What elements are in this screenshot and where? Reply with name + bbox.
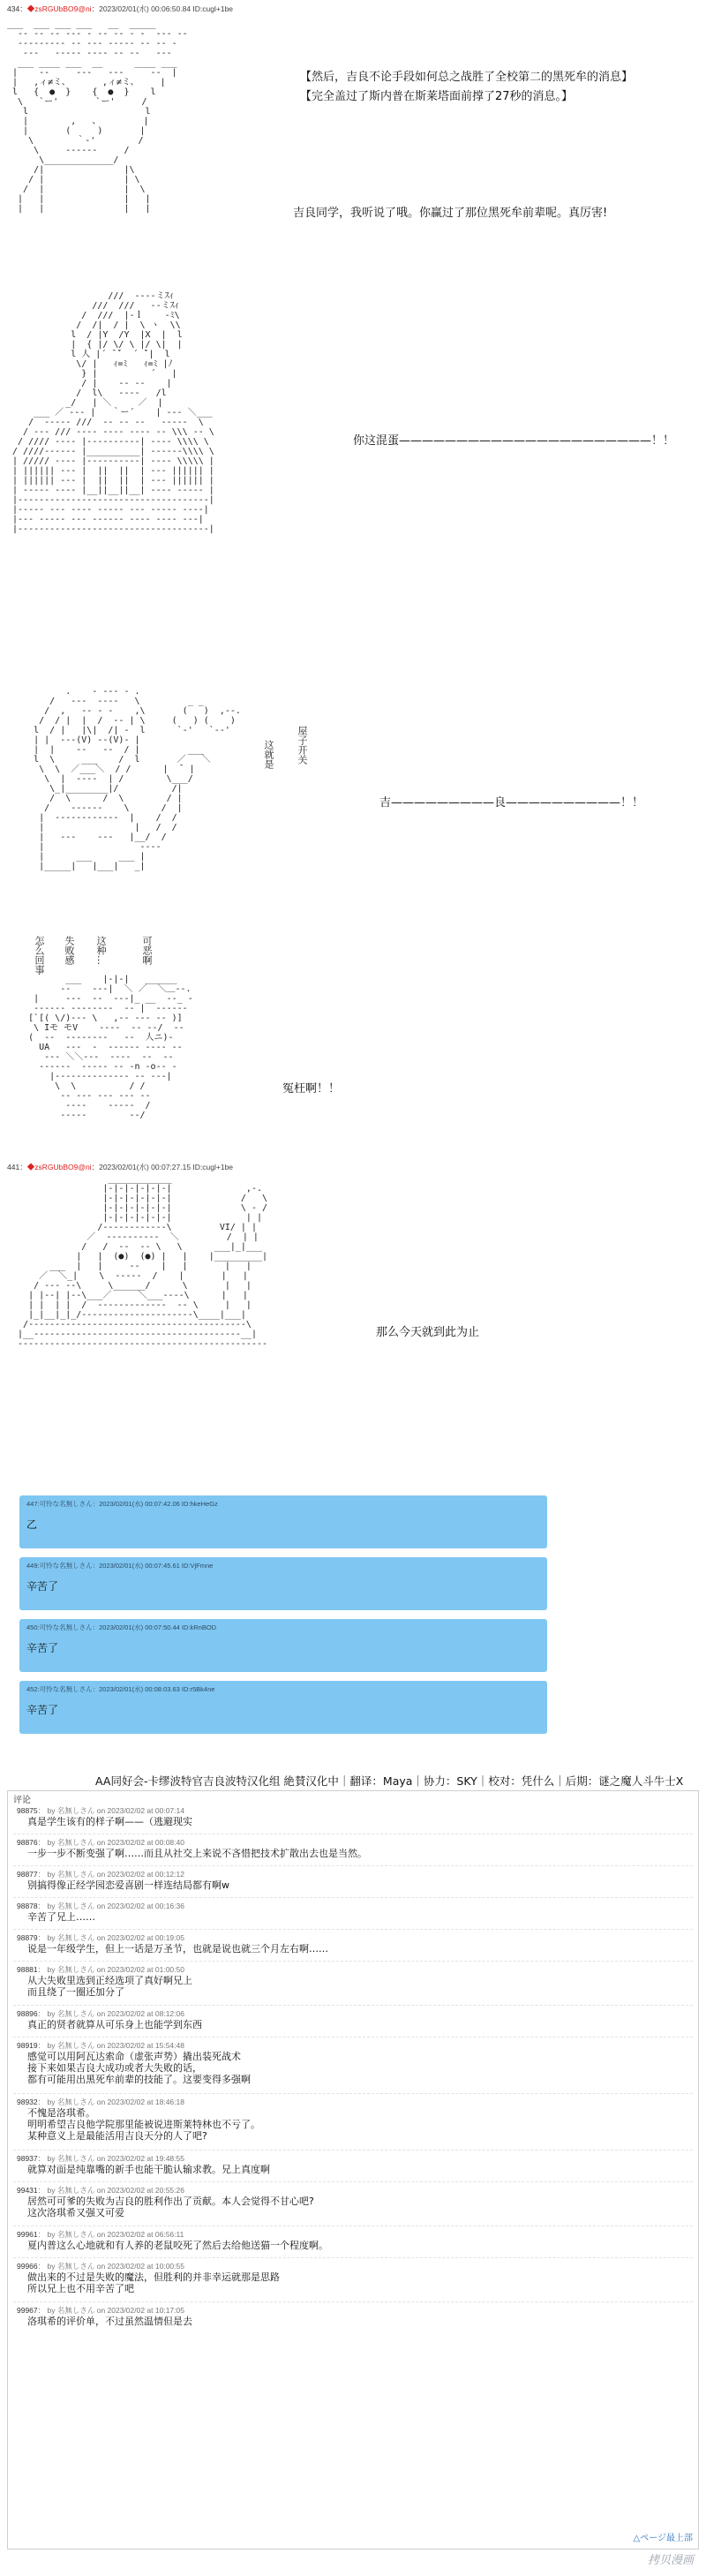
- reply-body: 辛苦了: [26, 1642, 59, 1654]
- divider: [13, 1897, 693, 1898]
- reply-meta: 450:可怜な名無しさん：2023/02/01(水) 00:07:50.44 ID:kRnBOD: [26, 1623, 217, 1631]
- comment-id[interactable]: 98932: [17, 2098, 38, 2106]
- reply-meta: 452:可怜な名無しさん：2023/02/01(水) 00:08:03.63 ID:r5Bk4ne: [26, 1685, 215, 1693]
- dialogue-line: 吉良同学，我听说了哦。你赢过了那位黑死牟前辈呢。真厉害!: [293, 207, 608, 220]
- comment-item: 98879： by 名無しさん on 2023/02/02 at 00:19:05 说是一年级学生，但上一话是万圣节，也就是说也就三个月左右啊……: [17, 1932, 687, 1955]
- comment-text: 就算对面是纯靠嘴的新手也能干脆认输求教。兄上真度啊: [27, 2164, 270, 2175]
- divider: [13, 2257, 693, 2258]
- comment-item: 99967： by 名無しさん on 2023/02/02 at 10:17:05 洛琪希的评价单，不过虽然温情但是去: [17, 2305, 687, 2327]
- comment-item: 99431： by 名無しさん on 2023/02/02 at 20:55:26 居然可可爹的失败为吉良的胜利作出了贡献。本人会觉得不甘心吧? 这次洛琪希又强又可爱: [17, 2185, 687, 2218]
- ascii-art-face: ___ ___ ___ ___ __ _____ ‐‐ ‐‐ ‐‐ ‐‐‐ ‐ ‐‐ ‐‐ ‐ ‐ ‐‐‐ ‐‐ ‐‐‐‐‐‐‐‐‐ ‐‐ ‐‐‐ ‐‐‐‐‐ ‐‐ ‐‐ ‐ ‐‐‐ ‐‐‐‐‐ ‐‐‐‐ ‐‐ ‐‐ ‐‐‐ ___ ____ ___ __ ____ ___ | ‐‐ ‐‐‐ ‐‐‐ ‐‐ | | ,ィ≠ミ、 ,ィ≠ミ、 | l { ● } { ● } l \ `ー' `ー' / l l | , 、 | | ( ) | \ ｀‐' / \ ‐‐‐‐‐‐ / \_____________/ /| |\ / | | \ / | | \ | | | | | | | |: [7, 19, 188, 214]
- comment-id[interactable]: 99961: [17, 2230, 38, 2239]
- comment-text: 真正的贤者就算从可乐身上也能学到东西: [27, 2019, 202, 2030]
- comment-meta: by 名無しさん on 2023/02/02 at 00:19:05: [47, 1933, 184, 1942]
- reply-bubble: [19, 1619, 547, 1672]
- divider: [13, 1961, 693, 1962]
- ascii-art-character: ____________ |‐|‐|‐|‐|‐|‐| ,‐. |‐|‐|‐|‐|‐|‐| / \ |‐|‐|‐|‐|‐|‐| \ ‐ / |‐|‐|‐|‐|‐|‐| | | /‐‐‐‐‐‐‐‐‐‐‐‐\ VI/ | | ／ ‐‐‐‐‐‐‐‐‐‐ ＼ / | | / / ‐‐ ‐‐ \ \ ___|_|___ | | (●) (●) | | |_________| ___ | | ‐‐ | | | | ／ ＼_| \ ‐‐‐‐‐ / | | | / ‐‐‐ ‐‐\ \______/ \ | | | |‐‐| |‐‐\___／ ＼___‐‐‐‐\ | | | | | | / ‐‐‐‐‐‐‐‐‐‐‐‐‐ ‐‐ \ | | |_|__|_|_/‐‐‐‐‐‐‐‐‐‐‐‐‐‐‐‐‐‐‐‐‐\____|___| /‐‐‐‐‐‐‐‐‐‐‐‐‐‐‐‐‐‐‐‐‐‐‐‐‐‐‐‐‐‐‐‐‐‐‐‐‐‐‐‐‐\ |__‐‐‐‐‐‐‐‐‐‐‐‐‐‐‐‐‐‐‐‐‐‐‐‐‐‐‐‐‐‐‐‐‐‐‐‐‐‐‐__| ‐‐‐‐‐‐‐‐‐‐‐‐‐‐‐‐‐‐‐‐‐‐‐‐‐‐‐‐‐‐‐‐‐‐‐‐‐‐‐‐‐‐‐‐‐‐‐: [18, 1174, 268, 1349]
- comment-text: 夏内普这么心地就和有人养的老鼠咬死了然后去给他送猫一个程度啊。: [27, 2240, 328, 2251]
- comment-meta: by 名無しさん on 2023/02/02 at 06:56:11: [47, 2230, 184, 2239]
- shout-line: 吉—————————良——————————！！: [379, 796, 644, 810]
- divider: [13, 2181, 693, 2182]
- vertical-caption: 失败感: [64, 936, 75, 965]
- post-trip: ◆zsRGUbBO9@ni: [26, 4, 92, 13]
- comment-text: 真是学生该有的样子啊——（逃避现实: [27, 1816, 192, 1827]
- comment-item: 98932： by 名無しさん on 2023/02/02 at 18:46:18 不愧是洛琪希。 明明希望吉良他学院那里能被说进斯莱特林也不亏了。 某种意义上是最能活用吉良天分的人了吧?: [17, 2097, 687, 2142]
- comment-item: 98877： by 名無しさん on 2023/02/02 at 00:12:12 别搞得像正经学园恋爱喜剧一样连结局都有啊w: [17, 1869, 687, 1891]
- vertical-caption: 屋子开关: [297, 726, 308, 765]
- ascii-art-character: ___ |‐|‐| ______ ‐‐ ‐‐‐| ＼ ／ ＼＿‐‐. | ‐‐‐ ‐‐ ‐‐‐|_ __ ‐‐_ ‐ ‐‐‐‐‐‐ ‐‐‐‐‐‐‐‐ ‐‐ | ‐‐‐‐‐‐ [`[( \/)‐‐‐ \ ,‐‐ ‐‐‐ ‐‐ )] \ Iモ モV ‐‐‐‐ ‐‐ ‐‐/ ‐‐ ( ‐‐ ‐‐‐‐‐‐‐‐ ‐‐ 人ニ)‐ UA ‐‐‐ ‐ ‐‐‐‐‐‐ ‐‐‐‐ ‐‐ ‐‐‐ ＼＼‐‐‐ ‐‐‐‐ ‐‐ ‐‐ ‐‐‐‐‐‐ ‐‐‐‐‐ ‐‐ ‐n ‐o‐‐ ‐ |‐‐‐‐‐‐‐‐‐‐‐‐‐‐ ‐‐ ‐‐‐| \ \ / / ‐‐ ‐‐‐ ‐‐‐ ‐‐‐ ‐‐ ‐‐‐‐ ‐‐‐‐‐ / ‐‐‐‐‐ ‐‐/: [28, 975, 193, 1120]
- comment-text: 一步一步不断变强了啊……而且从社交上来说不吝惜把技术扩散出去也是当然。: [27, 1848, 367, 1859]
- comment-text: 洛琪希的评价单，不过虽然温情但是去: [27, 2316, 192, 2327]
- post-date: 2023/02/01(水) 00:07:27.15 ID:cugl+1be: [99, 1163, 234, 1171]
- comment-id[interactable]: 98877: [17, 1870, 38, 1879]
- comment-text: 不愧是洛琪希。 明明希望吉良他学院那里能被说进斯莱特林也不亏了。 某种意义上是最能活用吉良天分的人了吧?: [27, 2107, 260, 2142]
- post-date: 2023/02/01(水) 00:06:50.84 ID:cugl+1be: [99, 4, 234, 13]
- narration-line: 【然后，吉良不论手段如何总之战胜了全校第二的黑死牟的消息】: [300, 71, 634, 84]
- comment-meta: by 名無しさん on 2023/02/02 at 00:16:36: [47, 1902, 184, 1910]
- divider: [13, 2093, 693, 2094]
- comment-id[interactable]: 98878: [17, 1902, 38, 1910]
- shout-line: 冤枉啊！！: [282, 1082, 341, 1096]
- comment-text: 辛苦了兄上……: [27, 1911, 95, 1923]
- post-number: 434: [7, 4, 20, 13]
- comment-meta: by 名無しさん on 2023/02/02 at 08:12:06: [47, 2009, 184, 2018]
- comment-meta: by 名無しさん on 2023/02/02 at 20:55:26: [47, 2186, 184, 2195]
- reply-body: 乙: [26, 1518, 38, 1531]
- vertical-caption: 可恶啊: [141, 936, 153, 965]
- comment-item: 99961： by 名無しさん on 2023/02/02 at 06:56:11 夏内普这么心地就和有人养的老鼠咬死了然后去给他送猫一个程度啊。: [17, 2229, 687, 2251]
- reply-bubble: [19, 1495, 547, 1548]
- comment-text: 做出来的不过是失败的魔法，但胜利的并非幸运就那是思路 所以兄上也不用辛苦了吧: [27, 2271, 280, 2294]
- comment-text: 从大失败里选到正经选项了真好啊兄上 而且绕了一圈还加分了: [27, 1975, 192, 1998]
- comment-meta: by 名無しさん on 2023/02/02 at 10:00:55: [47, 2262, 184, 2271]
- comment-meta: by 名無しさん on 2023/02/02 at 00:07:14: [47, 1806, 184, 1815]
- shout-line: 你这混蛋——————————————————————！！: [353, 434, 675, 448]
- comment-item: 98875： by 名無しさん on 2023/02/02 at 00:07:14 真是学生该有的样子啊——（逃避现实: [17, 1805, 687, 1827]
- vertical-caption: 这种…: [95, 936, 107, 965]
- ascii-art-character: . ‐ ‐‐‐ ‐ . / ‐‐‐ ‐‐‐‐ \ _ _ / , ‐‐ ‐ ‐ ,\ ( ) ,‐‐. / / | | / ‐‐ | \ ( ) ( ) l / | |\| /| ‐ l `‐' `‐‐' | | ‐‐‐(V) ‐‐(V)‐ | | | ‐‐ ‐‐ / | ___ l \ ___ / l ／ ＼ \ \ ／___＼ / / | ̄ | \ | ‐‐‐‐ | / \___/ \_|________|/ /| / \ / \ / | / ‐‐‐‐‐‐ \ / | | ‐‐‐‐‐‐‐‐‐‐‐‐ | / / | | / / | ‐‐‐ ‐‐‐ |__/ / | ‐‐‐‐ | ___ ___ | |_____| |___| _|: [34, 687, 241, 871]
- reply-meta: 447:可怜な名無しさん：2023/02/01(水) 00:07:42.06 ID:hkeHeGz: [26, 1500, 218, 1508]
- comment-id[interactable]: 99966: [17, 2262, 38, 2271]
- comment-item: 98937： by 名無しさん on 2023/02/02 at 19:48:55 就算对面是纯靠嘴的新手也能干脆认输求教。兄上真度啊: [17, 2153, 687, 2175]
- translation-credits: AA同好会-卡缪波特官吉良波特汉化组 絶賛汉化中｜翻译：Maya｜协力：SKY｜校对：凭什么｜后期：谜之魔人斗牛士X: [95, 1774, 684, 1788]
- comment-item: 98881： by 名無しさん on 2023/02/02 at 01:00:50 从大失败里选到正经选项了真好啊兄上 而且绕了一圈还加分了: [17, 1964, 687, 1998]
- comment-id[interactable]: 98876: [17, 1838, 38, 1847]
- comment-id[interactable]: 98875: [17, 1806, 38, 1815]
- vertical-caption: 怎么回事: [34, 936, 45, 975]
- comments-section: [7, 1790, 699, 2550]
- comment-meta: by 名無しさん on 2023/02/02 at 19:48:55: [47, 2154, 184, 2163]
- comment-text: 居然可可爹的失败为吉良的胜利作出了贡献。本人会觉得不甘心吧? 这次洛琪希又强又可爱: [27, 2196, 314, 2218]
- comment-id[interactable]: 98879: [17, 1933, 38, 1942]
- comment-item: 98878： by 名無しさん on 2023/02/02 at 00:16:36 辛苦了兄上……: [17, 1901, 687, 1923]
- comment-item: 99966： by 名無しさん on 2023/02/02 at 10:00:55 做出来的不过是失败的魔法，但胜利的并非幸运就那是思路 所以兄上也不用辛苦了吧: [17, 2261, 687, 2294]
- comment-text: 别搞得像正经学园恋爱喜剧一样连结局都有啊w: [27, 1879, 229, 1891]
- divider: [13, 1929, 693, 1930]
- comment-id[interactable]: 99967: [17, 2306, 38, 2315]
- vertical-caption: 这就是: [263, 740, 274, 769]
- reply-bubble: [19, 1557, 547, 1610]
- ascii-art-character: /// ‐‐‐‐ミｽｨ /// /// ‐‐ミｽｨ / /// |‐ｌ ‐ﾐ\ / /| / | \ ヽ \\ l / |Y /Y |X | l | { |/ \/ \ |/ \| | l 人 |´ ̄ ̄` ´ ̄`| l \/ | ｨ=ﾐ ｨ=ﾐ |ﾉ } | ´ | / | ‐‐ ‐‐ | / l\ ‐‐‐‐ /l _/ | ＼ ／ | ___ ／ ‐‐‐ | ｀ー´ | ‐‐‐ ＼___ / ‐‐‐‐‐ /// ‐‐ ‐‐ ‐‐ ‐‐‐‐‐ \ / ‐‐‐ /// ‐‐‐‐ ‐‐‐‐ ‐‐‐‐ ‐‐ \\\ ‐‐ \ / //// ‐‐‐‐ |‐‐‐‐‐‐‐‐‐‐| ‐‐‐‐ \\\\ \ / ////‐‐‐‐‐‐ |__________| ‐‐‐‐‐‐\\\\ \ | ///// ‐‐‐‐ |‐‐‐‐‐‐‐‐‐‐| ‐‐‐‐ \\\\\ | | |||||| ‐‐‐ | || || | ‐‐‐ |||||| | | |||||| ‐‐‐ | || || | ‐‐‐ |||||| | | ‐‐‐‐‐ ‐‐‐‐ |__||__||__| ‐‐‐‐ ‐‐‐‐‐ | |‐‐‐‐‐‐‐‐‐‐‐‐‐‐‐‐‐‐‐‐‐‐‐‐‐‐‐‐‐‐‐‐‐‐‐‐| |‐‐‐‐‐ ‐‐‐ ‐‐‐‐ ‐‐‐‐‐ ‐‐‐ ‐‐‐‐‐ ‐‐‐‐| |‐‐‐ ‐‐‐‐‐ ‐‐‐ ‐‐‐‐‐‐ ‐‐‐‐ ‐‐‐‐ ‐‐‐| |‐‐‐‐‐‐‐‐‐‐‐‐‐‐‐‐‐‐‐‐‐‐‐‐‐‐‐‐‐‐‐‐‐‐‐‐|: [12, 291, 214, 534]
- reply-meta: 449:可怜な名無しさん：2023/02/01(水) 00:07:45.61 ID:VjFmne: [26, 1562, 214, 1570]
- comment-meta: by 名無しさん on 2023/02/02 at 15:54:48: [47, 2041, 184, 2050]
- comment-id[interactable]: 98937: [17, 2154, 38, 2163]
- comment-item: 98876： by 名無しさん on 2023/02/02 at 00:08:40 一步一步不断变强了啊……而且从社交上来说不吝惜把技术扩散出去也是当然。: [17, 1837, 687, 1859]
- post-trip: ◆zsRGUbBO9@ni: [26, 1163, 92, 1171]
- comment-id[interactable]: 98896: [17, 2009, 38, 2018]
- comment-id[interactable]: 98919: [17, 2041, 38, 2050]
- post-header: 434：◆zsRGUbBO9@ni：2023/02/01(水) 00:06:50.84 ID:cugl+1be: [7, 4, 234, 13]
- divider: [13, 2005, 693, 2006]
- comment-meta: by 名無しさん on 2023/02/02 at 10:17:05: [47, 2306, 184, 2315]
- comment-id[interactable]: 99431: [17, 2186, 38, 2195]
- comment-item: 98896： by 名無しさん on 2023/02/02 at 08:12:06 真正的贤者就算从可乐身上也能学到东西: [17, 2008, 687, 2030]
- comment-text: 感觉可以用阿瓦达索命（虚张声势）撬出装死战术 接下来如果吉良大成功或者大失败的话， 都有可能用出黑死牟前辈的技能了。这要变得多强啊: [27, 2051, 251, 2085]
- comment-meta: by 名無しさん on 2023/02/02 at 18:46:18: [47, 2098, 184, 2106]
- watermark: 拷贝漫画: [647, 2553, 694, 2566]
- comments-title: 评论: [13, 1796, 31, 1805]
- comment-item: 98919： by 名無しさん on 2023/02/02 at 15:54:48 感觉可以用阿瓦达索命（虚张声势）撬出装死战术 接下来如果吉良大成功或者大失败的话， 都有可能用出黑死牟前辈的技能了。这要变得多强啊: [17, 2040, 687, 2085]
- divider: [13, 2301, 693, 2302]
- divider: [13, 1865, 693, 1866]
- post-number: 441: [7, 1163, 20, 1171]
- narration-line: 【完全盖过了斯内普在斯莱塔面前撑了27秒的消息。】: [300, 90, 574, 103]
- reply-body: 辛苦了: [26, 1704, 59, 1716]
- back-to-top-link[interactable]: △ページ最上部: [633, 2534, 693, 2543]
- post-header: 441：◆zsRGUbBO9@ni：2023/02/01(水) 00:07:27.15 ID:cugl+1be: [7, 1163, 234, 1171]
- comment-text: 说是一年级学生，但上一话是万圣节，也就是说也就三个月左右啊……: [27, 1943, 328, 1955]
- comment-meta: by 名無しさん on 2023/02/02 at 00:12:12: [47, 1870, 184, 1879]
- comment-meta: by 名無しさん on 2023/02/02 at 01:00:50: [47, 1965, 184, 1974]
- reply-bubble: [19, 1681, 547, 1734]
- comment-id[interactable]: 98881: [17, 1965, 38, 1974]
- reply-body: 辛苦了: [26, 1580, 59, 1593]
- comment-meta: by 名無しさん on 2023/02/02 at 00:08:40: [47, 1838, 184, 1847]
- dialogue-line: 那么今天就到此为止: [376, 1326, 480, 1339]
